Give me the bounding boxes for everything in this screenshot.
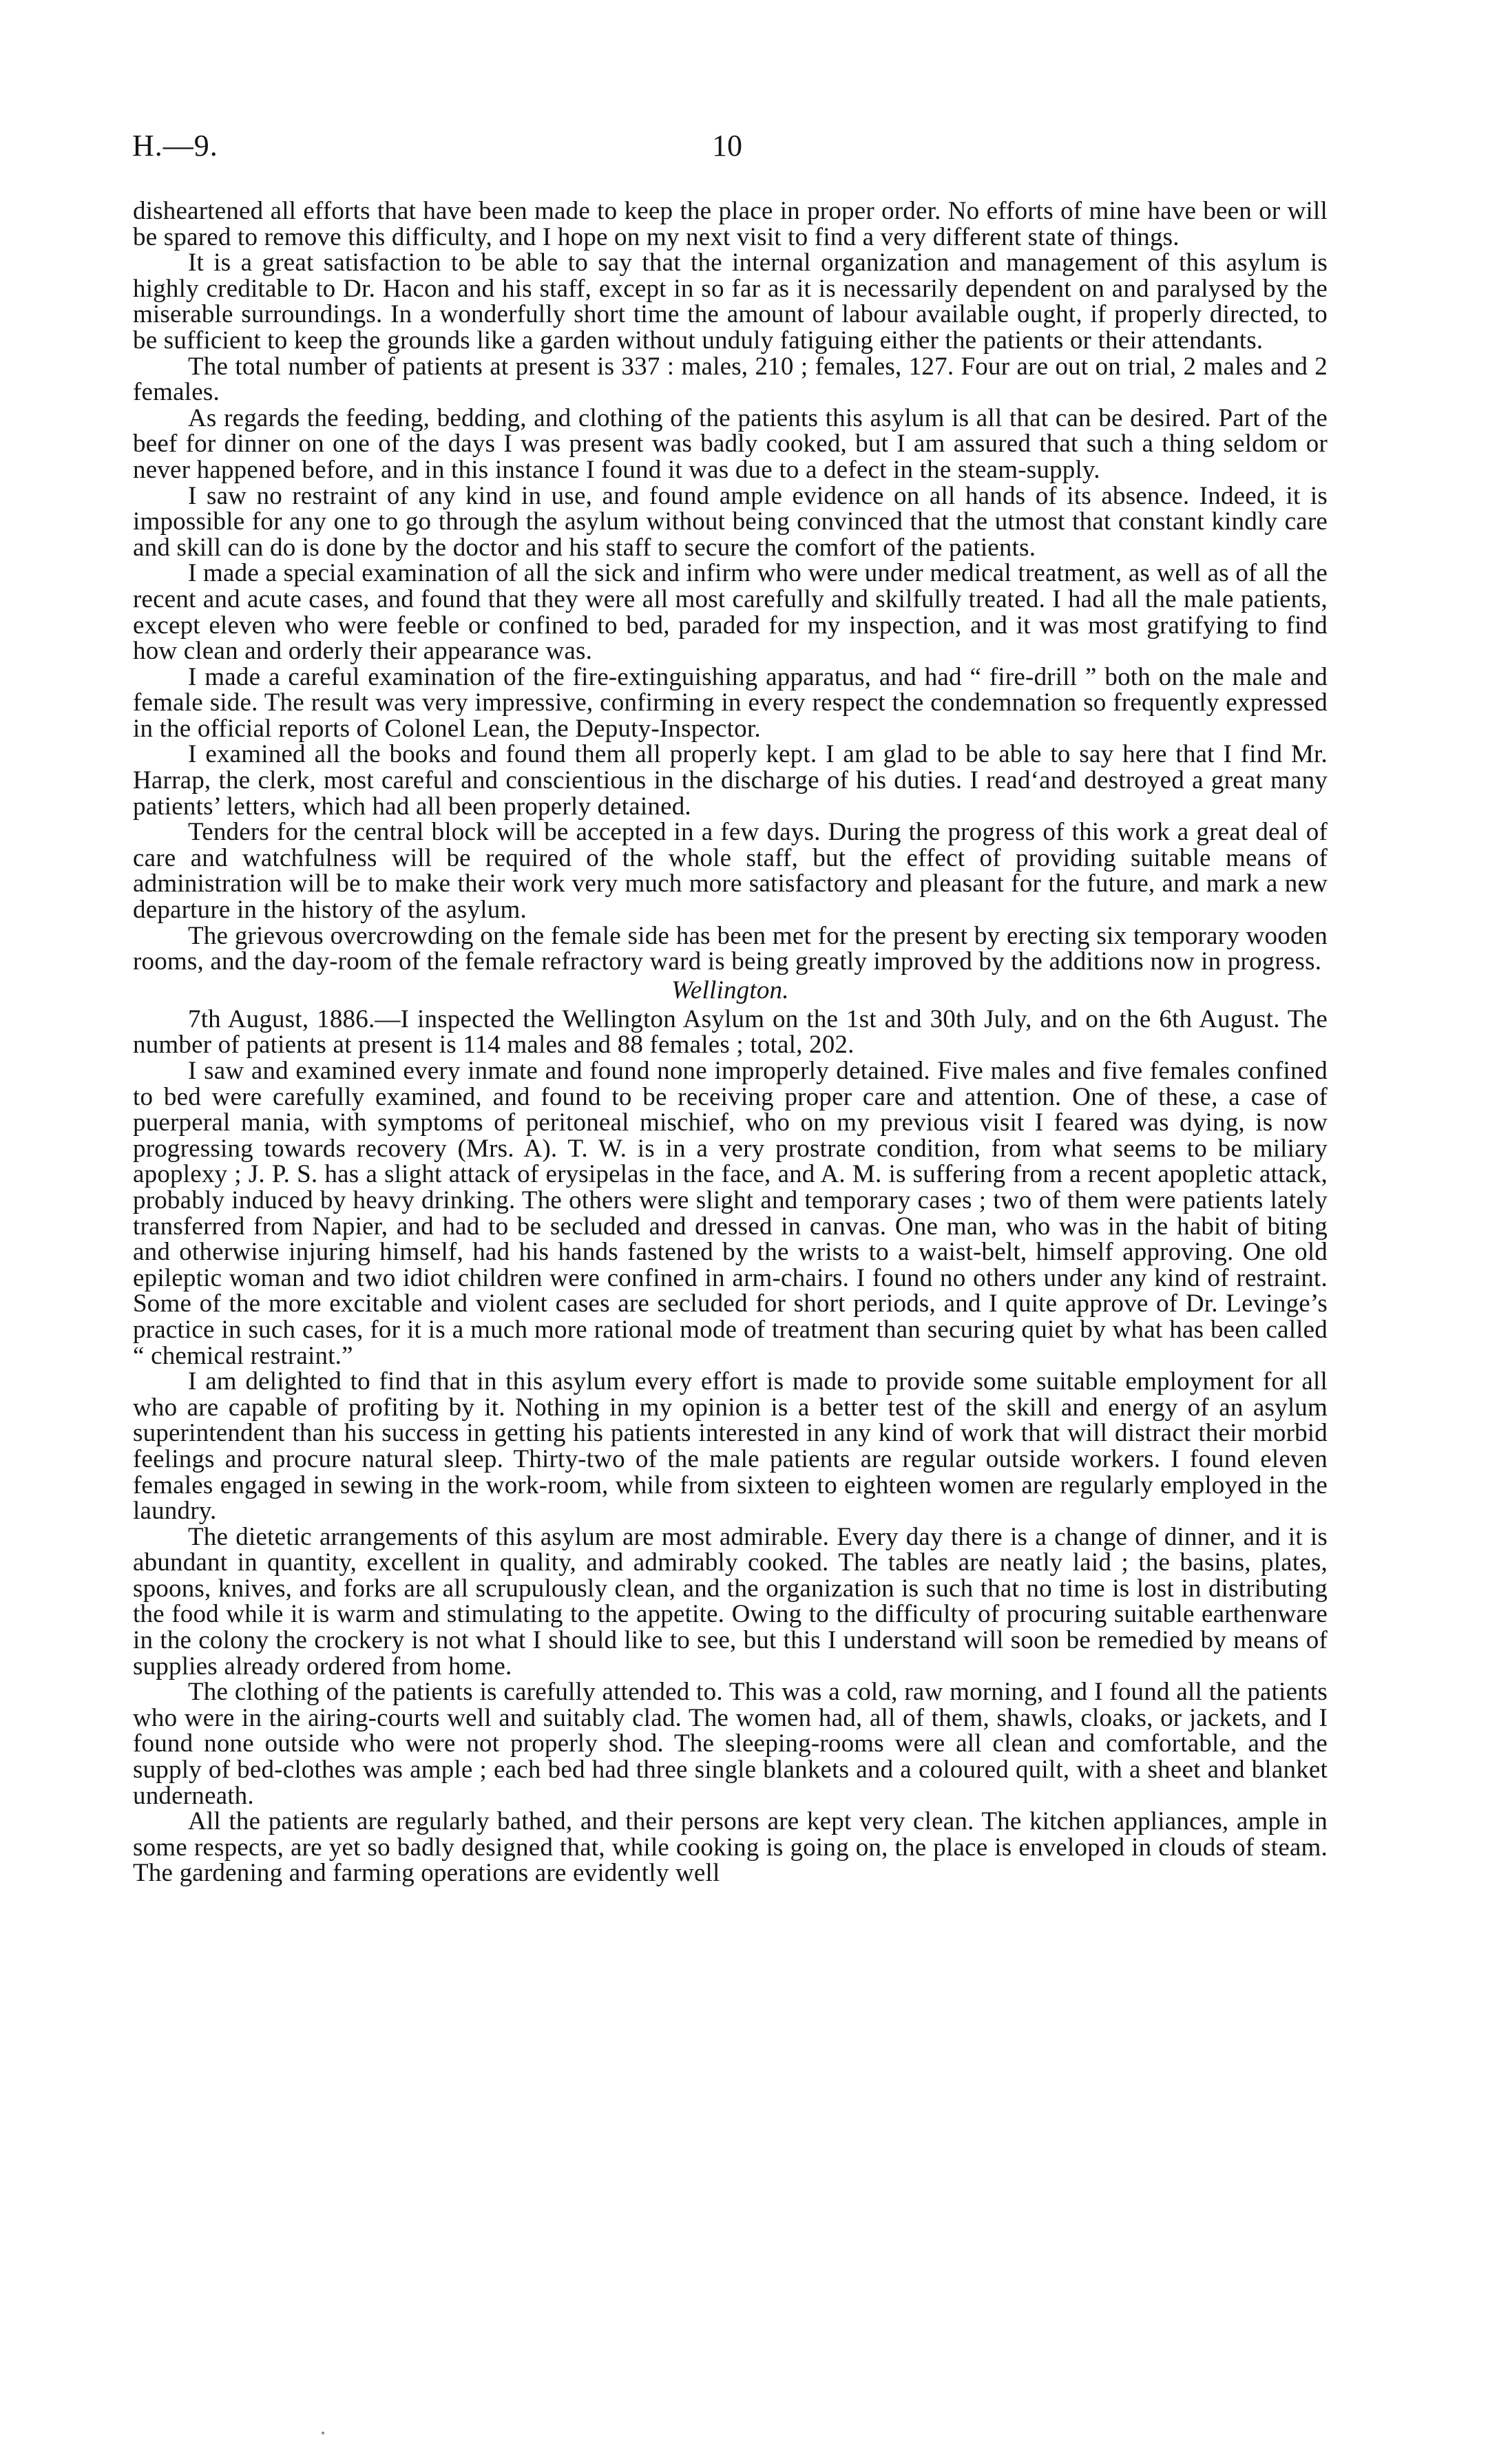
report-code: H.—9. [132, 129, 218, 162]
report-body [133, 198, 1328, 1886]
page-number: 10 [712, 129, 742, 162]
paragraph: I examined all the books and found them all properly kept. I am glad to be able to say here that I find Mr. Harrap, the clerk, most careful and conscientious in the discharge of his duties. I read‘and destroyed a great many patients’ letters, which had all been properly detained. [133, 740, 1328, 821]
paragraph: The grievous overcrowding on the female side has been met for the present by erecting six temporary wooden rooms, and the day-room of the female refractory ward is being greatly improved by the additions now in progress. [133, 921, 1328, 976]
paragraph: 7th August, 1886.—I inspected the Wellington Asylum on the 1st and 30th July, and on the 6th August. The number of patients at present is 114 males and 88 females ; total, 202. [133, 1004, 1328, 1060]
paragraph: As regards the feeding, bedding, and clothing of the patients this asylum is all that can be desired. Part of the beef for dinner on one of the days I was present was badly cooked, but I am assured that such a thing seldom or never happened before, and in this instance I found it was due to a defect in the steam-supply. [133, 403, 1328, 484]
paragraph: I made a careful examination of the fire-extinguishing apparatus, and had “ fire-drill ” both on the male and female side. The result was very impressive, confirming in every respect the condemnation so frequently expressed in the official reports of Colonel Lean, the Deputy-Inspector. [133, 662, 1328, 743]
paragraph: Tenders for the central block will be accepted in a few days. During the progress of this work a great deal of care and watchfulness will be required of the whole staff, but the effect of providing suitable means of administration will be to make their work very much more satisfactory and pleasant for the future, and mark a new departure in the history of the asylum. [133, 818, 1328, 925]
paragraph: It is a great satisfaction to be able to say that the internal organization and management of this asylum is highly creditable to Dr. Hacon and his staff, except in so far as it is necessarily dependent on and paralysed by the miserable surroundings. In a wonderfully short time the amount of labour available ought, if properly directed, to be sufficient to keep the grounds like a garden without unduly fatiguing either the patients or their attendants. [133, 249, 1328, 355]
paper-speck [322, 2432, 324, 2434]
paragraph: I saw no restraint of any kind in use, and found ample evidence on all hands of its absence. Indeed, it is impossible for any one to go through the asylum without being convinced that the utmost that constant kindly care and skill can do is done by the doctor and his staff to secure the comfort of the patients. [133, 481, 1328, 562]
paragraph: I am delighted to find that in this asylum every effort is made to provide some suitable employment for all who are capable of profiting by it. Nothing in my opinion is a better test of the skill and energy of an asylum superintendent than his success in getting his patients interested in any kind of work that will distract their morbid feelings and procure natural sleep. Thirty-two of the male patients are regular outside workers. I found eleven females engaged in sewing in the work-room, while from sixteen to eighteen women are regularly employed in the laundry. [133, 1367, 1328, 1526]
paragraph: All the patients are regularly bathed, and their persons are kept very clean. The kitchen appliances, ample in some respects, are yet so badly designed that, while cooking is going on, the place is enveloped in clouds of steam. The gardening and farming operations are evidently well [133, 1807, 1328, 1888]
paragraph: disheartened all efforts that have been made to keep the place in proper order. No efforts of mine have been or will be spared to remove this difficulty, and I hope on my next visit to find a very different state of things. [133, 197, 1328, 251]
paragraph: The dietetic arrangements of this asylum are most admirable. Every day there is a change of dinner, and it is abundant in quantity, excellent in quality, and admirably cooked. The tables are neatly laid ; the basins, plates, spoons, knives, and forks are all scrupulously clean, and the organization is such that no time is lost in distributing the food while it is warm and stimulating to the appetite. Owing to the difficulty of procuring suitable earthenware in the colony the crockery is not what I should like to see, but this I understand will soon be remedied by means of supplies already ordered from home. [133, 1522, 1328, 1681]
paragraph: I saw and examined every inmate and found none improperly detained. Five males and five females confined to bed were carefully examined, and found to be receiving proper care and attention. One of these, a case of puerperal mania, with symptoms of peritoneal mischief, who on my previous visit I feared was dying, is now progressing towards recovery (Mrs. A). T. W. is in a very prostrate condition, from what seems to be miliary apoplexy ; J. P. S. has a slight attack of erysipelas in the face, and A. M. is suffering from a recent apopletic attack, probably induced by heavy drinking. The others were slight and temporary cases ; two of them were patients lately transferred from Napier, and had to be secluded and dressed in canvas. One man, who was in the habit of biting and otherwise injuring himself, had his hands fastened by the wrists to a waist-belt, himself approving. One old epileptic woman and two idiot children were confined in arm-chairs. I found no others under any kind of restraint. Some of the more excitable and violent cases are secluded for short periods, and I quite approve of Dr. Levinge’s practice in such cases, for it is a much more rational mode of treatment than securing quiet by what has been called “ chemical restraint.” [133, 1057, 1328, 1370]
paragraph: I made a special examination of all the sick and infirm who were under medical treatment, as well as of all the recent and acute cases, and found that they were all most carefully and skilfully treated. I had all the male patients, except eleven who were feeble or confined to bed, paraded for my inspection, and it was most gratifying to find how clean and orderly their appearance was. [133, 559, 1328, 666]
paragraph: The total number of patients at present is 337 : males, 210 ; females, 127. Four are out on trial, 2 males and 2 females. [133, 352, 1328, 407]
section-heading-wellington: Wellington. [671, 976, 789, 1004]
paragraph: The clothing of the patients is carefully attended to. This was a cold, raw morning, and I found all the patients who were in the airing-courts well and suitably clad. The women had, all of them, shawls, cloaks, or jackets, and I found none outside who were not properly shod. The sleeping-rooms were all clean and comfortable, and the supply of bed-clothes was ample ; each bed had three single blankets and a coloured quilt, with a sheet and blanket underneath. [133, 1678, 1328, 1810]
